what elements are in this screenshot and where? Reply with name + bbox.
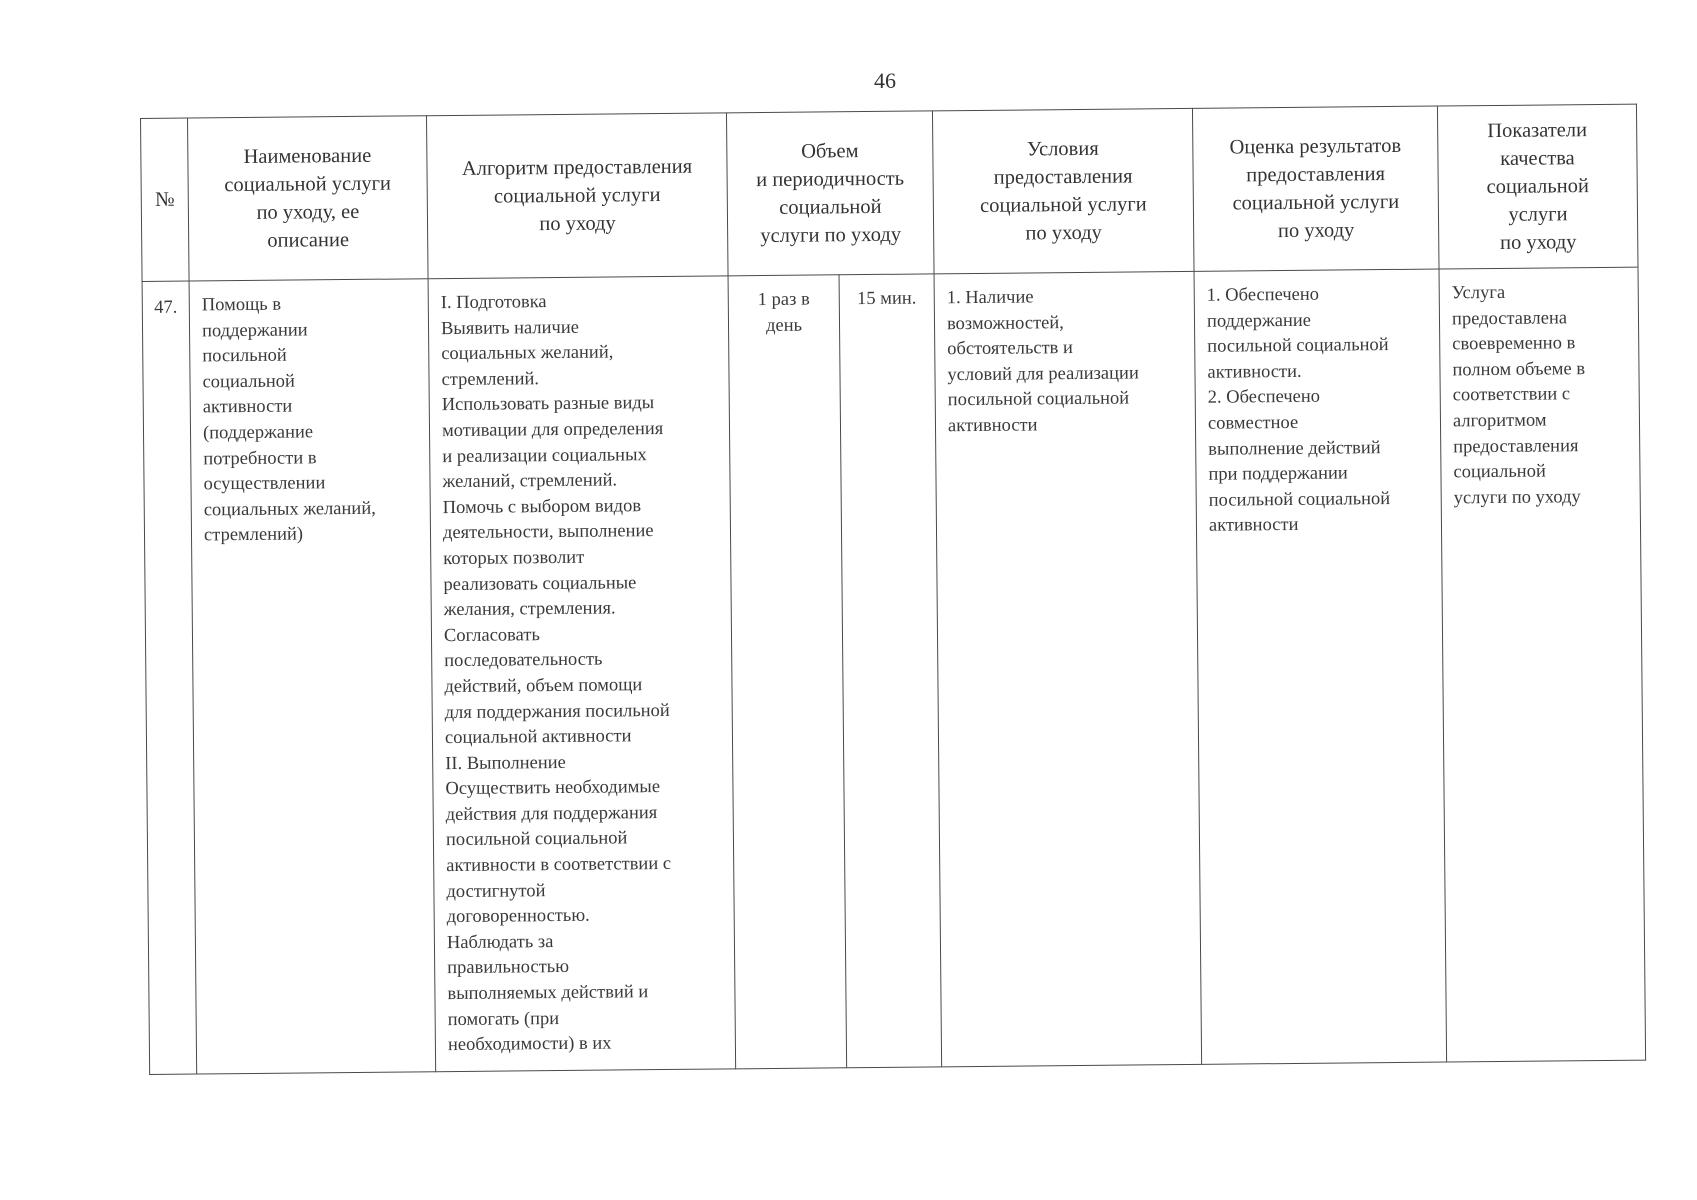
algorithm-line: последовательность xyxy=(444,649,603,672)
evaluation-line: активности. xyxy=(1207,361,1302,383)
header-evaluation-line: по уходу xyxy=(1277,219,1355,243)
header-volume xyxy=(726,111,934,276)
algorithm-line: стремлений. xyxy=(441,368,540,390)
header-name-line: описание xyxy=(267,228,350,252)
algorithm-line: необходимости) в их xyxy=(447,1033,612,1056)
service-name-line: посильной xyxy=(202,345,287,367)
header-algorithm xyxy=(426,113,728,279)
service-name-line: социальной xyxy=(202,371,295,393)
algorithm-line: для поддержания посильной xyxy=(444,700,670,723)
header-quality-line: социальной xyxy=(1486,175,1589,199)
header-evaluation-line: Оценка результатов xyxy=(1229,134,1402,159)
algorithm-line: договоренностью. xyxy=(446,905,590,928)
service-name-line: поддержании xyxy=(201,319,308,342)
algorithm-line: достигнутой xyxy=(446,880,546,902)
quality-line: услуги по уходу xyxy=(1453,486,1581,509)
evaluation-line: поддержание xyxy=(1206,310,1312,332)
evaluation-line: совместное xyxy=(1207,412,1299,434)
frequency-line: день xyxy=(765,315,803,336)
service-name-line: социальных желаний, xyxy=(203,498,376,521)
evaluation-line: 1. Обеспечено xyxy=(1206,284,1320,306)
conditions-line: посильной социальной xyxy=(947,388,1130,411)
quality-line: предоставлена xyxy=(1451,307,1568,330)
service-name-line: Помощь в xyxy=(201,294,282,316)
header-evaluation-line: социальной услуги xyxy=(1232,190,1400,215)
algorithm-line: помогать (при xyxy=(447,1008,560,1030)
service-name-cell xyxy=(189,279,436,1074)
algorithm-line: Использовать разные виды xyxy=(441,393,655,416)
quality-line: своевременно в xyxy=(1452,333,1576,355)
header-algorithm-line: по уходу xyxy=(539,212,616,236)
algorithm-line: действия для поддержания xyxy=(445,802,658,825)
conditions-line: активности xyxy=(947,415,1038,437)
evaluation-line: 2. Обеспечено xyxy=(1207,387,1321,409)
header-volume-line: Объем xyxy=(801,140,859,163)
algorithm-line: желания, стремления. xyxy=(443,598,616,621)
quality-line: социальной xyxy=(1453,461,1546,483)
algorithm-line: социальной активности xyxy=(444,726,632,749)
service-name-line: потребности в xyxy=(203,447,317,469)
header-conditions-line: Условия xyxy=(1026,137,1099,161)
header-conditions-line: по уходу xyxy=(1025,221,1102,245)
header-quality-line: качества xyxy=(1500,147,1575,170)
header-volume-line: и периодичность xyxy=(756,167,905,192)
header-row xyxy=(141,104,1638,281)
algorithm-line: выполняемых действий и xyxy=(447,982,649,1005)
header-volume-line: услуги по уходу xyxy=(760,223,902,248)
algorithm-line: активности в соответствии с xyxy=(446,853,672,877)
services-table xyxy=(140,104,1646,1075)
conditions-line: 1. Наличие xyxy=(946,287,1034,309)
algorithm-line: Выявить наличие xyxy=(440,317,580,339)
algorithm-line: реализовать социальные xyxy=(443,572,637,595)
algorithm-line: Осуществить необходимые xyxy=(445,777,661,800)
header-name xyxy=(188,116,429,281)
conditions-line: возможностей, xyxy=(946,312,1064,334)
conditions-line: обстоятельств и xyxy=(947,338,1074,360)
table-row xyxy=(142,267,1646,1074)
duration-cell: 15 мин. xyxy=(839,274,942,1068)
header-name-line: Наименование xyxy=(243,144,372,169)
service-name-line: (поддержание xyxy=(202,422,314,444)
frequency-cell xyxy=(728,275,847,1069)
algorithm-line: которых позволит xyxy=(443,547,585,570)
conditions-line: условий для реализации xyxy=(947,363,1139,386)
conditions-cell xyxy=(934,271,1202,1066)
header-conditions-line: предоставления xyxy=(993,165,1133,189)
header-quality-line: Показатели xyxy=(1487,119,1588,143)
algorithm-line: Согласовать xyxy=(443,624,540,646)
algorithm-line: действий, объем помощи xyxy=(444,675,643,698)
header-evaluation-line: предоставления xyxy=(1246,163,1386,187)
row-number: 47. xyxy=(142,281,197,1074)
evaluation-line: посильной социальной xyxy=(1207,335,1389,357)
header-num: № xyxy=(141,118,190,281)
frequency-line: 1 раз в xyxy=(757,289,810,311)
algorithm-cell xyxy=(428,276,736,1072)
quality-line: алгоритмом xyxy=(1452,410,1547,432)
algorithm-line: деятельности, выполнение xyxy=(442,521,654,544)
header-name-line: по уходу, ее xyxy=(256,200,360,224)
header-conditions xyxy=(932,108,1194,273)
algorithm-line: I. Подготовка xyxy=(440,292,547,314)
header-algorithm-line: социальной услуги xyxy=(493,184,661,208)
header-quality-line: услуги xyxy=(1508,203,1568,226)
quality-line: полном объеме в xyxy=(1452,358,1586,381)
quality-line: предоставления xyxy=(1453,435,1579,457)
header-volume-line: социальной xyxy=(779,195,882,219)
service-name-line: стремлений) xyxy=(203,524,304,546)
algorithm-line: и реализации социальных xyxy=(442,444,647,467)
page-number: 46 xyxy=(874,68,896,93)
header-algorithm-line: Алгоритм предоставления xyxy=(461,155,693,180)
quality-line: соответствии с xyxy=(1452,384,1571,406)
header-evaluation xyxy=(1192,106,1439,271)
header-name-line: социальной услуги xyxy=(224,172,392,197)
header-quality xyxy=(1437,104,1638,269)
service-name-line: осуществлении xyxy=(203,473,326,495)
service-name-line: активности xyxy=(202,396,293,418)
evaluation-line: посильной социальной xyxy=(1208,488,1391,511)
algorithm-line: мотивации для определения xyxy=(441,418,664,442)
evaluation-cell xyxy=(1194,269,1447,1064)
header-quality-line: по уходу xyxy=(1499,231,1577,254)
algorithm-line: желаний, стремлений. xyxy=(442,470,618,493)
algorithm-line: посильной социальной xyxy=(445,828,628,851)
quality-line: Услуга xyxy=(1451,282,1506,304)
algorithm-line: правильностью xyxy=(447,957,570,979)
algorithm-line: социальных желаний, xyxy=(441,342,614,365)
evaluation-line: выполнение действий xyxy=(1208,437,1381,460)
quality-cell xyxy=(1439,267,1646,1062)
evaluation-line: активности xyxy=(1208,515,1299,537)
algorithm-line: Наблюдать за xyxy=(446,931,554,953)
algorithm-line: Помочь с выбором видов xyxy=(442,495,642,518)
algorithm-line: II. Выполнение xyxy=(445,752,566,774)
header-conditions-line: социальной услуги xyxy=(979,193,1147,217)
evaluation-line: при поддержании xyxy=(1208,463,1348,485)
